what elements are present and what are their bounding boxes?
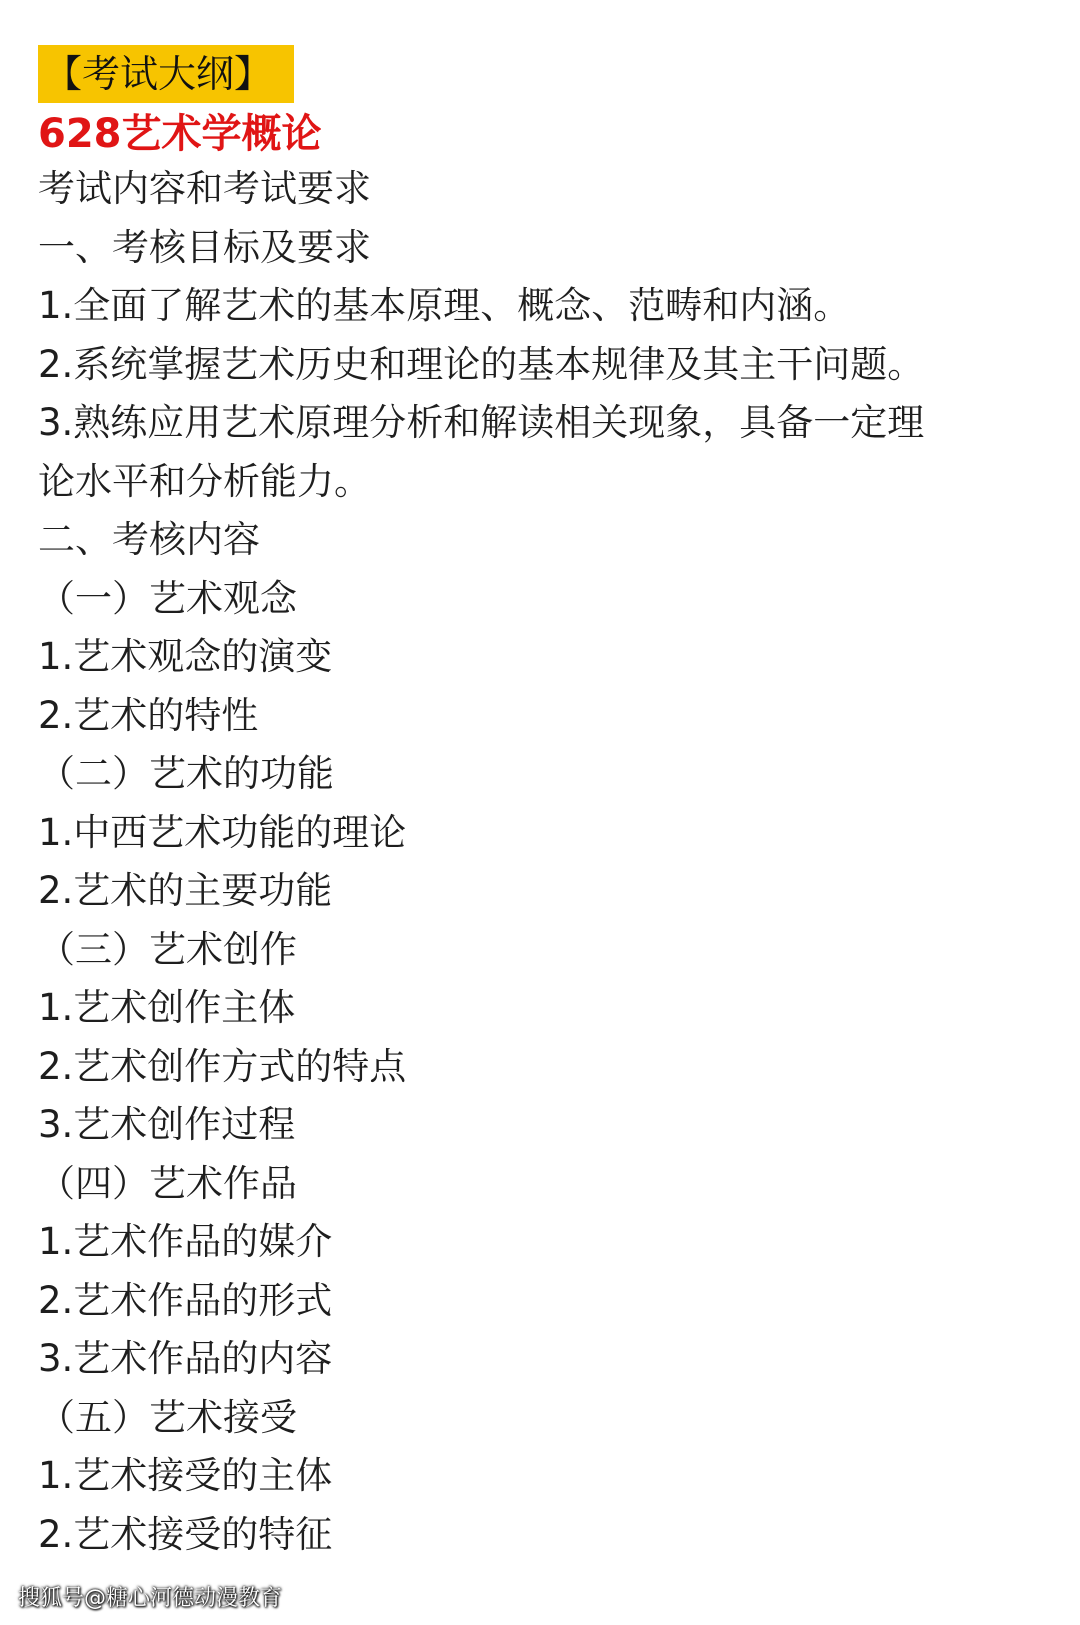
list-item: 2.艺术作品的形式 bbox=[38, 1278, 333, 1322]
list-item: 2.艺术的主要功能 bbox=[38, 869, 333, 912]
list-item: 2.艺术接受的特征 bbox=[38, 1512, 333, 1556]
course-title: 628艺术学概论 bbox=[38, 111, 322, 157]
list-item: 1.艺术创作主体 bbox=[38, 986, 296, 1029]
list-item: 2.系统掌握艺术历史和理论的基本规律及其主干问题。 bbox=[38, 342, 925, 386]
list-item: 1.中西艺术功能的理论 bbox=[38, 810, 407, 854]
subsection-heading: （三）艺术创作 bbox=[38, 927, 297, 971]
list-item: 1.艺术观念的演变 bbox=[38, 635, 333, 678]
list-item: 2.艺术创作方式的特点 bbox=[38, 1044, 407, 1088]
outline-content bbox=[38, 160, 1048, 1564]
exam-outline-tag: 【考试大纲】 bbox=[38, 45, 294, 103]
section-heading: 二、考核内容 bbox=[38, 518, 260, 561]
list-item: 1.全面了解艺术的基本原理、概念、范畴和内涵。 bbox=[38, 284, 851, 327]
section-heading: 考试内容和考试要求 bbox=[38, 167, 371, 210]
list-item: 3.艺术创作过程 bbox=[38, 1103, 296, 1146]
subsection-heading: （二）艺术的功能 bbox=[38, 752, 334, 795]
subsection-heading: （一）艺术观念 bbox=[38, 576, 297, 620]
subsection-heading: （五）艺术接受 bbox=[38, 1395, 297, 1439]
list-item: 3.艺术作品的内容 bbox=[38, 1337, 333, 1380]
list-item-continuation: 论水平和分析能力。 bbox=[38, 459, 371, 503]
watermark: 搜狐号@糖心河德动漫教育 bbox=[18, 1586, 283, 1611]
list-item: 2.艺术的特性 bbox=[38, 693, 259, 737]
list-item: 1.艺术接受的主体 bbox=[38, 1454, 333, 1497]
section-heading: 一、考核目标及要求 bbox=[38, 225, 371, 269]
list-item: 3.熟练应用艺术原理分析和解读相关现象，具备一定理 bbox=[38, 401, 925, 444]
subsection-heading: （四）艺术作品 bbox=[38, 1161, 297, 1205]
list-item: 1.艺术作品的媒介 bbox=[38, 1220, 333, 1263]
